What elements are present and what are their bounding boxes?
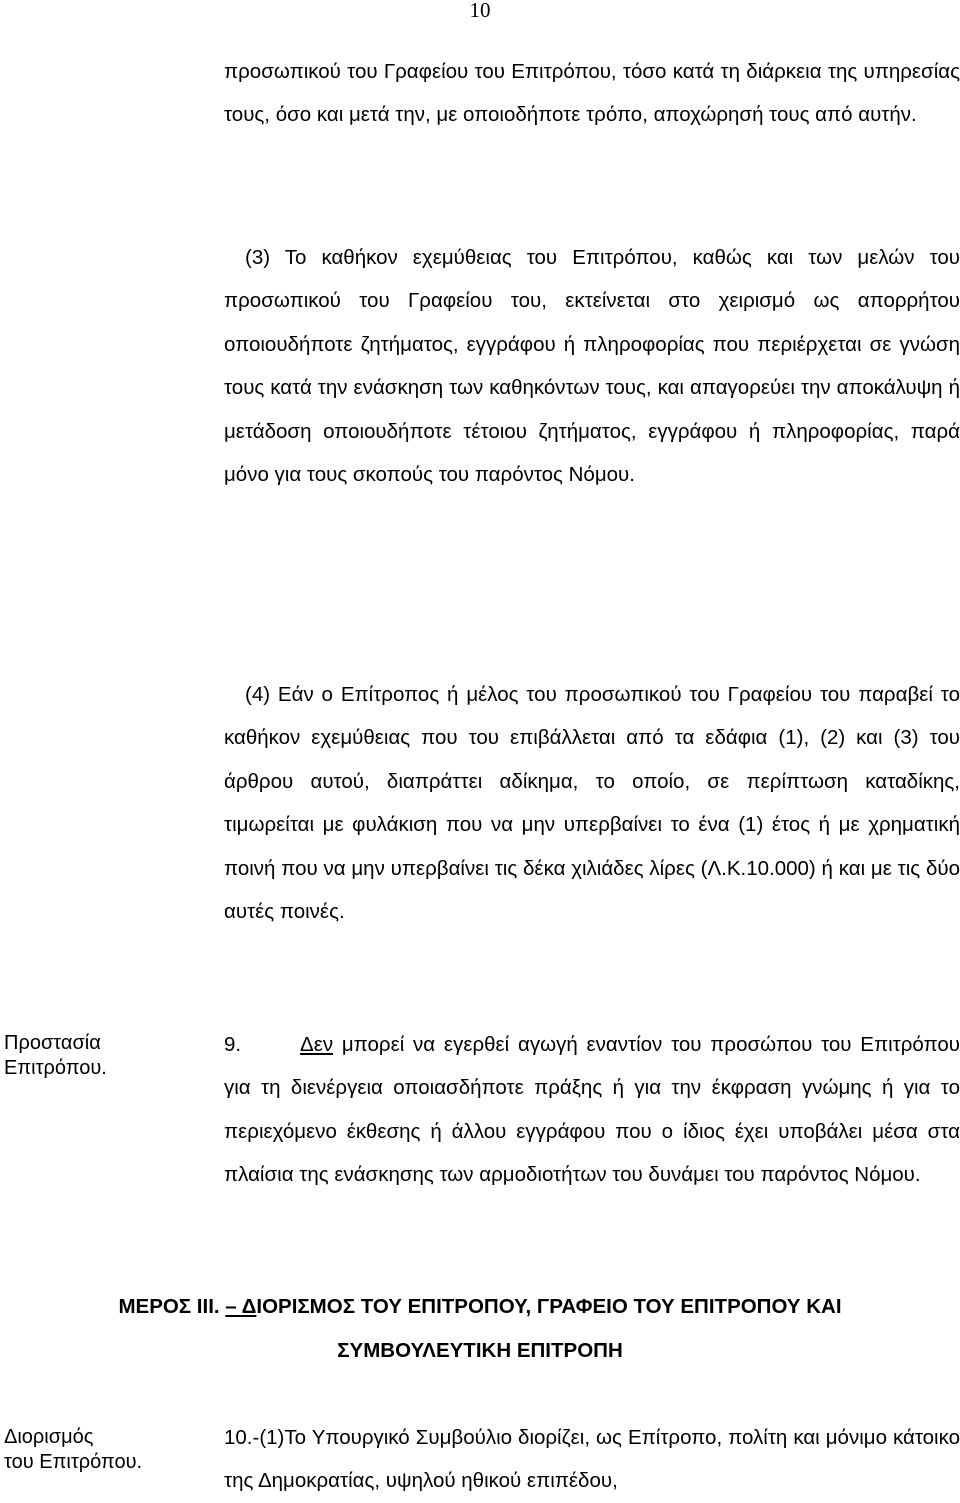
section-9-text: μπορεί να εγερθεί αγωγή εναντίον του προσώπου του Επιτρόπου για τη διενέργεια οποιασδήποτε πράξης ή για την έκφραση γνώμης ή για το περιεχόμενο έκθεσης ή άλλου εγγράφου που ο ίδιος έχει υποβάλει μέσα στα πλαίσια της ενάσκησης των αρμοδιοτήτων του δυνάμει του παρόντος Νόμου. bbox=[224, 1033, 960, 1187]
section-10 bbox=[224, 1416, 960, 1503]
section-9-number: 9. bbox=[224, 1033, 242, 1056]
page-number: 10 bbox=[469, 0, 491, 22]
part-heading-prefix: ΜΕΡΟΣ ΙΙΙ. bbox=[118, 1295, 226, 1318]
paragraph-4-text: (4) Εάν ο Επίτροπος ή μέλος του προσωπικού του Γραφείου του παραβεί το καθήκον εχεμύθειας που του επιβάλλεται από τα εδάφια (1), (2) και (3) του άρθρου αυτού, διαπράττει αδίκημα, το οποίο, σε περίπτωση καταδίκης, τιμωρείται με φυλάκιση που να μην υπερβαίνει το ένα (1) έτος ή με χρηματική ποινή που να μην υπερβαίνει τις δέκα χιλιάδες λίρες (Λ.Κ.10.000) ή και με τις δύο αυτές ποινές. bbox=[224, 683, 960, 924]
paragraph-continued bbox=[224, 50, 960, 137]
section-10-text: Το Υπουργικό Συμβούλιο διορίζει, ως Επίτροπο, πολίτη και μόνιμο κάτοικο της Δημοκρατίας, υψηλού ηθικού επιπέδου, bbox=[224, 1426, 960, 1493]
part-heading-line-1 bbox=[0, 1282, 960, 1332]
paragraph-continued-text: προσωπικού του Γραφείου του Επιτρόπου, τόσο κατά τη διάρκεια της υπηρεσίας τους, όσο και μετά την, με οποιοδήποτε τρόπο, αποχώρησή τους από αυτήν. bbox=[224, 60, 960, 127]
margin-note-line-2: Επιτρόπου. bbox=[4, 1057, 107, 1079]
section-10-number: 10.-(1) bbox=[224, 1426, 285, 1449]
margin-note-line-2: του Επιτρόπου. bbox=[4, 1451, 143, 1473]
part-heading-line-2: ΣΥΜΒΟΥΛΕΥΤΙΚΗ ΕΠΙΤΡΟΠΗ bbox=[337, 1339, 623, 1362]
part-heading-underlined: – Δ bbox=[225, 1295, 257, 1318]
margin-note-section-9 bbox=[4, 1031, 204, 1081]
paragraph-3-text: (3) Το καθήκον εχεμύθειας του Επιτρόπου, καθώς και των μελών του προσωπικού του Γραφείου του, εκτείνεται στο χειρισμό ως απορρήτου οποιουδήποτε ζητήματος, εγγράφου ή πληροφορίας που περιέρχεται σε γνώση τους κατά την ενάσκηση των καθηκόντων τους, και απαγορεύει την αποκάλυψη ή μετάδοση οποιουδήποτε τέτοιου ζητήματος, εγγράφου ή πληροφορίας, παρά μόνο για τους σκοπούς του παρόντος Νόμου. bbox=[224, 246, 960, 487]
section-9-underlined-word: Δεν bbox=[300, 1033, 334, 1056]
paragraph-3 bbox=[224, 236, 960, 496]
section-9 bbox=[224, 1023, 960, 1197]
paragraph-4 bbox=[224, 673, 960, 933]
part-heading-rest: ΙΟΡΙΣΜΟΣ ΤΟΥ ΕΠΙΤΡΟΠΟΥ, ΓΡΑΦΕΙΟ ΤΟΥ ΕΠΙΤΡΟΠΟΥ ΚΑΙ bbox=[256, 1295, 842, 1318]
margin-note-section-10 bbox=[4, 1425, 204, 1475]
margin-note-line-1: Διορισμός bbox=[4, 1426, 94, 1448]
margin-note-line-1: Προστασία bbox=[4, 1032, 101, 1054]
